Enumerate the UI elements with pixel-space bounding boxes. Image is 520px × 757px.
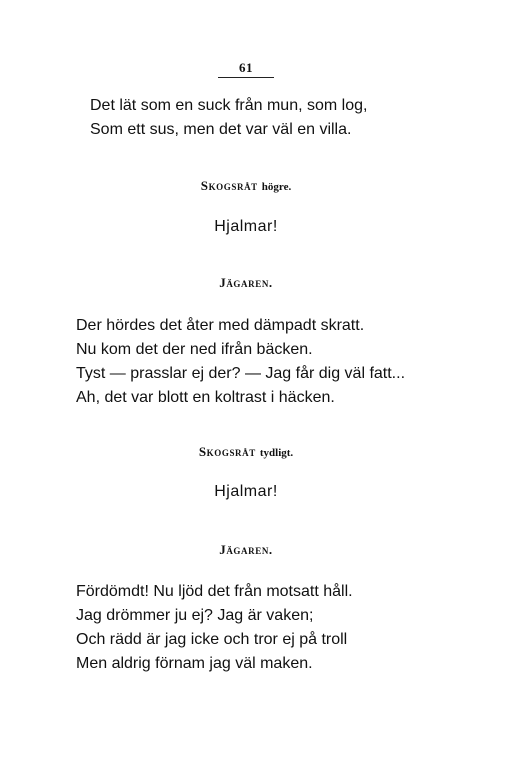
speaker-name: Jägaren. [219, 275, 273, 290]
verse-stanza-2 [76, 314, 405, 410]
speaker-heading-2 [0, 275, 492, 291]
verse-line: Det lät som en suck från mun, som log, [90, 97, 368, 114]
verse-stanza-3 [76, 580, 353, 676]
verse-line: Ah, det var blott en koltrast i häcken. [76, 389, 335, 406]
speaker-name: Skogsråt [198, 444, 256, 459]
speaker-heading-3 [0, 444, 492, 460]
page-number-rule [218, 77, 274, 78]
verse-line: Jag drömmer ju ej? Jag är vaken; [76, 607, 314, 624]
verse-line: Fördömdt! Nu ljöd det från motsatt håll. [76, 583, 353, 600]
verse-stanza-1 [90, 94, 367, 142]
stage-direction: högre. [261, 181, 292, 193]
exclamation-line-1: Hjalmar! [214, 218, 278, 235]
speaker-name: Jägaren. [219, 542, 273, 557]
verse-line: Nu kom det der ned ifrån bäcken. [76, 341, 313, 358]
speaker-heading-1 [0, 178, 492, 194]
speaker-heading-4 [0, 542, 492, 558]
page-number: 61 [239, 60, 253, 75]
verse-line: Der hördes det åter med dämpadt skratt. [76, 317, 365, 334]
exclamation-line-2: Hjalmar! [214, 483, 278, 500]
verse-line: Och rädd är jag icke och tror ej på troll [76, 631, 348, 648]
verse-line: Men aldrig förnam jag väl maken. [76, 655, 313, 672]
verse-line: Tyst — prasslar ej der? — Jag får dig väl fatt... [76, 365, 406, 382]
speaker-name: Skogsråt [200, 178, 258, 193]
stage-direction: tydligt. [259, 447, 294, 459]
verse-line: Som ett sus, men det var väl en villa. [90, 121, 352, 138]
